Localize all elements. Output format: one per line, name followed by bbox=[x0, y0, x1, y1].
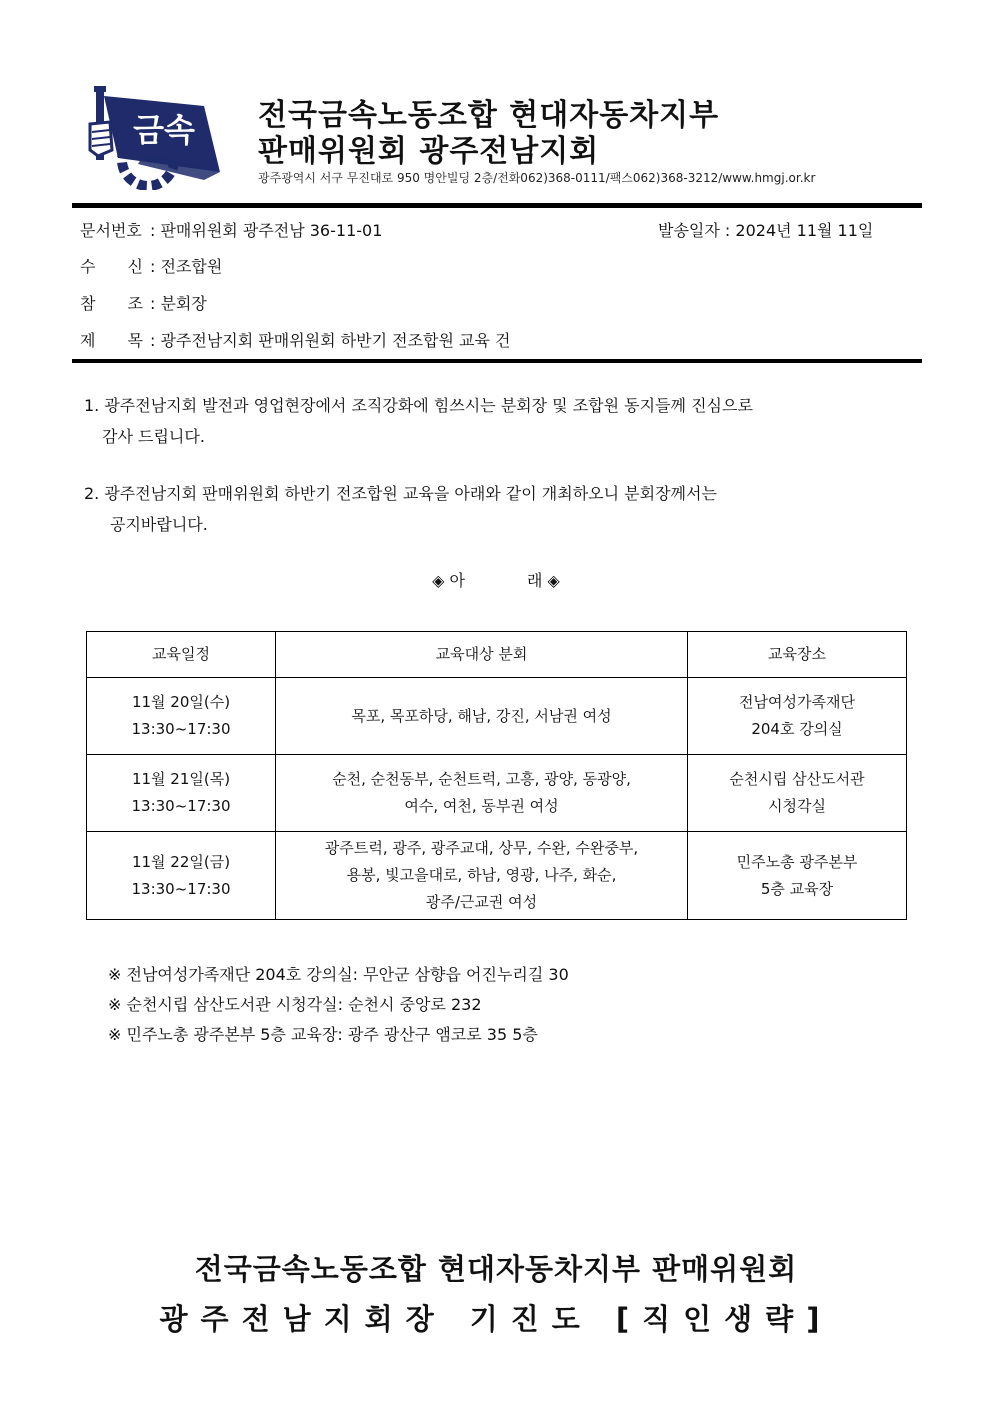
place-line: 시청각실 bbox=[768, 797, 826, 815]
note-item: ※ 순천시립 삼산도서관 시청각실: 순천시 중앙로 232 bbox=[108, 995, 482, 1014]
place-line: 전남여성가족재단 bbox=[739, 693, 855, 711]
paragraph-2-line1: 2. 광주전남지회 판매위원회 하반기 전조합원 교육을 아래와 같이 개최하오니 분회장께서는 bbox=[84, 484, 717, 503]
header-schedule: 교육일정 bbox=[87, 632, 276, 678]
org-title-line2: 판매위원회 광주전남지회 bbox=[258, 134, 600, 169]
venue-notes bbox=[108, 960, 569, 1050]
place-cell bbox=[688, 755, 907, 832]
table-row bbox=[87, 678, 907, 755]
send-date-value: : 2024년 11월 11일 bbox=[724, 221, 874, 240]
targets-line: 여수, 여천, 동부권 여성 bbox=[404, 797, 559, 815]
table-row bbox=[87, 755, 907, 832]
schedule-cell bbox=[87, 755, 276, 832]
schedule-date: 11월 21일(목) bbox=[131, 770, 231, 788]
place-line: 순천시립 삼산도서관 bbox=[729, 770, 865, 788]
below-heading bbox=[0, 568, 992, 591]
table-header-row bbox=[87, 632, 907, 678]
schedule-time: 13:30~17:30 bbox=[131, 879, 231, 898]
place-line: 민주노총 광주본부 bbox=[736, 852, 858, 871]
doc-number-label: 문서번호 bbox=[80, 221, 142, 240]
below-heading-left: ◈ 아 bbox=[432, 571, 465, 590]
union-logo bbox=[84, 84, 222, 190]
cc-value: : 분회장 bbox=[150, 294, 207, 313]
targets-line: 목포, 목포하당, 해남, 강진, 서남권 여성 bbox=[351, 706, 612, 725]
send-date-label: 발송일자 bbox=[658, 221, 720, 240]
org-title-line1: 전국금속노동조합 현대자동차지부 bbox=[258, 98, 720, 133]
table-row bbox=[87, 832, 907, 920]
subject-label: 제 목 bbox=[80, 331, 143, 350]
paragraph-2 bbox=[84, 478, 914, 540]
note-item: ※ 민주노총 광주본부 5층 교육장: 광주 광산구 앰코로 35 5층 bbox=[108, 1025, 538, 1044]
targets-line: 광주/근교권 여성 bbox=[425, 893, 538, 911]
subject-row bbox=[80, 328, 510, 351]
paragraph-1-line2: 감사 드립니다. bbox=[102, 427, 205, 446]
targets-cell bbox=[276, 678, 688, 755]
paragraph-1 bbox=[84, 390, 914, 452]
targets-cell bbox=[276, 832, 688, 920]
cc-row bbox=[80, 291, 207, 314]
meta-divider bbox=[72, 359, 922, 363]
svg-text:금속: 금속 bbox=[133, 111, 195, 149]
schedule-time: 13:30~17:30 bbox=[131, 797, 231, 815]
schedule-cell bbox=[87, 678, 276, 755]
targets-line: 광주트럭, 광주, 광주교대, 상무, 수완, 수완중부, bbox=[324, 839, 639, 857]
footer-org-name: 전국금속노동조합 현대자동차지부 판매위원회 bbox=[194, 1252, 798, 1286]
targets-line: 용봉, 빛고을대로, 하남, 영광, 나주, 화순, bbox=[346, 866, 617, 884]
header-divider bbox=[72, 203, 922, 208]
paragraph-1-line1: 1. 광주전남지회 발전과 영업현장에서 조직강화에 힘쓰시는 분회장 및 조합원 동지들께 진심으로 bbox=[84, 396, 753, 415]
recipient-row bbox=[80, 254, 222, 277]
targets-line: 순천, 순천동부, 순천트럭, 고흥, 광양, 동광양, bbox=[332, 770, 631, 788]
org-address: 광주광역시 서구 무진대로 950 명안빌딩 2층/전화062)368-0111/팩스062)368-3212/www.hmgj.or.kr bbox=[258, 171, 816, 185]
place-line: 5층 교육장 bbox=[760, 879, 834, 898]
targets-cell bbox=[276, 755, 688, 832]
schedule-date: 11월 22일(금) bbox=[131, 852, 231, 871]
place-cell bbox=[688, 678, 907, 755]
recipient-label: 수 신 bbox=[80, 257, 143, 276]
recipient-value: : 전조합원 bbox=[150, 257, 223, 276]
doc-number-value: : 판매위원회 광주전남 36-11-01 bbox=[150, 221, 383, 240]
place-line: 204호 강의실 bbox=[751, 720, 843, 738]
schedule-date: 11월 20일(수) bbox=[131, 693, 231, 711]
education-schedule-table bbox=[86, 631, 907, 920]
send-date-row bbox=[658, 218, 873, 241]
doc-number-row bbox=[80, 218, 382, 241]
note-item: ※ 전남여성가족재단 204호 강의실: 무안군 삼향읍 어진누리길 30 bbox=[108, 965, 569, 984]
schedule-cell bbox=[87, 832, 276, 920]
below-heading-right: 래 ◈ bbox=[527, 571, 560, 590]
header-targets: 교육대상 분회 bbox=[276, 632, 688, 678]
subject-value: : 광주전남지회 판매위원회 하반기 전조합원 교육 건 bbox=[150, 331, 511, 350]
schedule-time: 13:30~17:30 bbox=[131, 720, 231, 738]
cc-label: 참 조 bbox=[80, 294, 143, 313]
place-cell bbox=[688, 832, 907, 920]
header-place: 교육장소 bbox=[688, 632, 907, 678]
paragraph-2-line2: 공지바랍니다. bbox=[110, 515, 208, 534]
footer-signatory: 광주전남지회장 기진도 [직인생략] bbox=[159, 1302, 833, 1336]
